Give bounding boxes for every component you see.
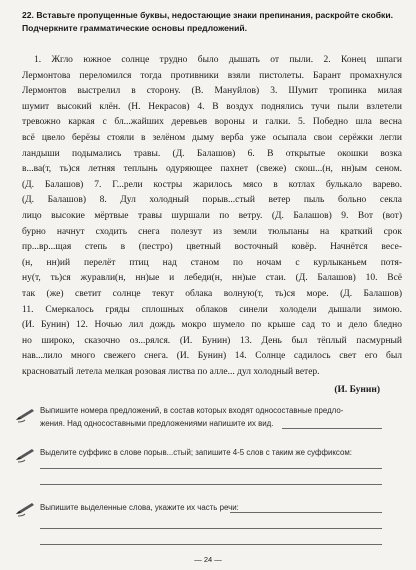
passage-line: бурно начнут сходить снега полезут из земли тюльпаны на краткий срок — [22, 226, 402, 237]
passage-line: (н, нн)ий перелёт птиц над станом по ночам с курлыканьем потя- — [22, 257, 402, 268]
passage-line: Лермонтова переломился тогда противники взяли пистолеты. Барант промахнулся — [22, 70, 402, 81]
task-title-line-1: Вставьте пропущенные буквы, недостающие знаки препинания, раскройте скобки. — [36, 10, 394, 20]
answer-line[interactable] — [282, 428, 382, 429]
question-2-line-1: Выделите суффикс в слове порыв...стый; запишите 4-5 слов с таким же суффиксом: — [40, 448, 352, 457]
passage-line: лицо высокие мёртвые травы шуршали по ветру. (Д. Балашов) 9. Вот (вот) — [22, 210, 402, 221]
passage-line: всё цвело берёзы стояли в зелёном дыму верба уже осыпала свои серёжки легли — [22, 132, 402, 143]
answer-line[interactable] — [40, 528, 382, 529]
question-1-line-2: жения. Над односоставными предложениями напишите их вид. — [40, 419, 274, 428]
passage-line: шумит высокий клён. (Н. Некрасов) 4. В воздух поднялись тучи пыли взлетели — [22, 101, 402, 112]
passage-line: ну(т, ть)ся журавли(н, нн)ые и лебеди(н, нн)ые стаи. (Д. Балашов) 10. Всё — [22, 273, 402, 284]
passage-line: Лермонтов выстрелил в сторону. (В. Мануйлов) 3. Шумит тропинка милая — [22, 86, 402, 97]
passage-line: тревожно каркая с бл...жайших деревьев вороны и галки. 5. Победно шла весна — [22, 117, 402, 128]
question-1-line-1: Выпишите номера предложений, в состав которых входят односоставные предло- — [40, 406, 344, 415]
task-title-line-2: Подчеркните грамматические основы предложений. — [22, 22, 248, 33]
question-1 — [40, 404, 410, 430]
passage-line: (Д. Балашов) 8. Дул холодный порыв...стый ветер пыль больно секла — [22, 195, 402, 206]
passage-author: (И. Бунин) — [334, 385, 380, 395]
page-number: — 24 — — [194, 555, 222, 564]
passage-line: пр...вр...щая степь в (пестро) цветный восточный ковёр. Начнётся весе- — [22, 242, 402, 253]
passage-line: 1. Жгло южное солнце трудно было дышать от пыли. 2. Конец шпаги — [34, 55, 402, 65]
passage-line: (Д. Балашов) 7. Г...рели костры жарилось мясо в котлах булькало варево. — [22, 179, 402, 190]
dictation-passage — [22, 53, 402, 380]
passage-line: так (же) светит солнце текут облака волную(т, ть)ся море. (Д. Балашов) — [22, 288, 402, 299]
passage-line: (И. Бунин) 12. Ночью лил дождь мокро шумело по крыше сад то и дело бледно — [22, 320, 402, 331]
passage-line: красноватый летела мелкая розовая листва по алле... дул холодный ветер. — [22, 366, 320, 377]
answer-line[interactable] — [40, 544, 382, 545]
passage-line: нав...лило много свежего снега. (И. Бунин) 14. Солнце садилось свет его был — [22, 351, 402, 362]
passage-line: в...ва(т, ть)ся летняя теплынь одуряющее пахнет (свеже) скош...(н, нн)ым сеном. — [22, 164, 402, 175]
passage-line: но широко, сказочно оз...рялся. (И. Бунин) 13. День был тёплый пасмурный — [22, 335, 402, 346]
task-number: 22. — [22, 10, 34, 20]
passage-line: 11. Смеркалось гряды сплошных облаков синели холодели дышали зимою. — [22, 304, 402, 315]
pencil-icon — [14, 407, 36, 423]
question-2 — [40, 446, 410, 459]
answer-line[interactable] — [40, 484, 382, 485]
passage-line: ландыши подымались травы. (Д. Балашов) 6. В открытые окошки возка — [22, 148, 402, 159]
pencil-icon — [14, 447, 36, 463]
pencil-icon — [14, 501, 36, 517]
answer-line[interactable] — [40, 468, 382, 469]
task-title — [22, 9, 402, 34]
answer-line[interactable] — [230, 512, 382, 513]
question-3-line-1: Выпишите выделенные слова, укажите их часть речи: — [40, 503, 239, 512]
